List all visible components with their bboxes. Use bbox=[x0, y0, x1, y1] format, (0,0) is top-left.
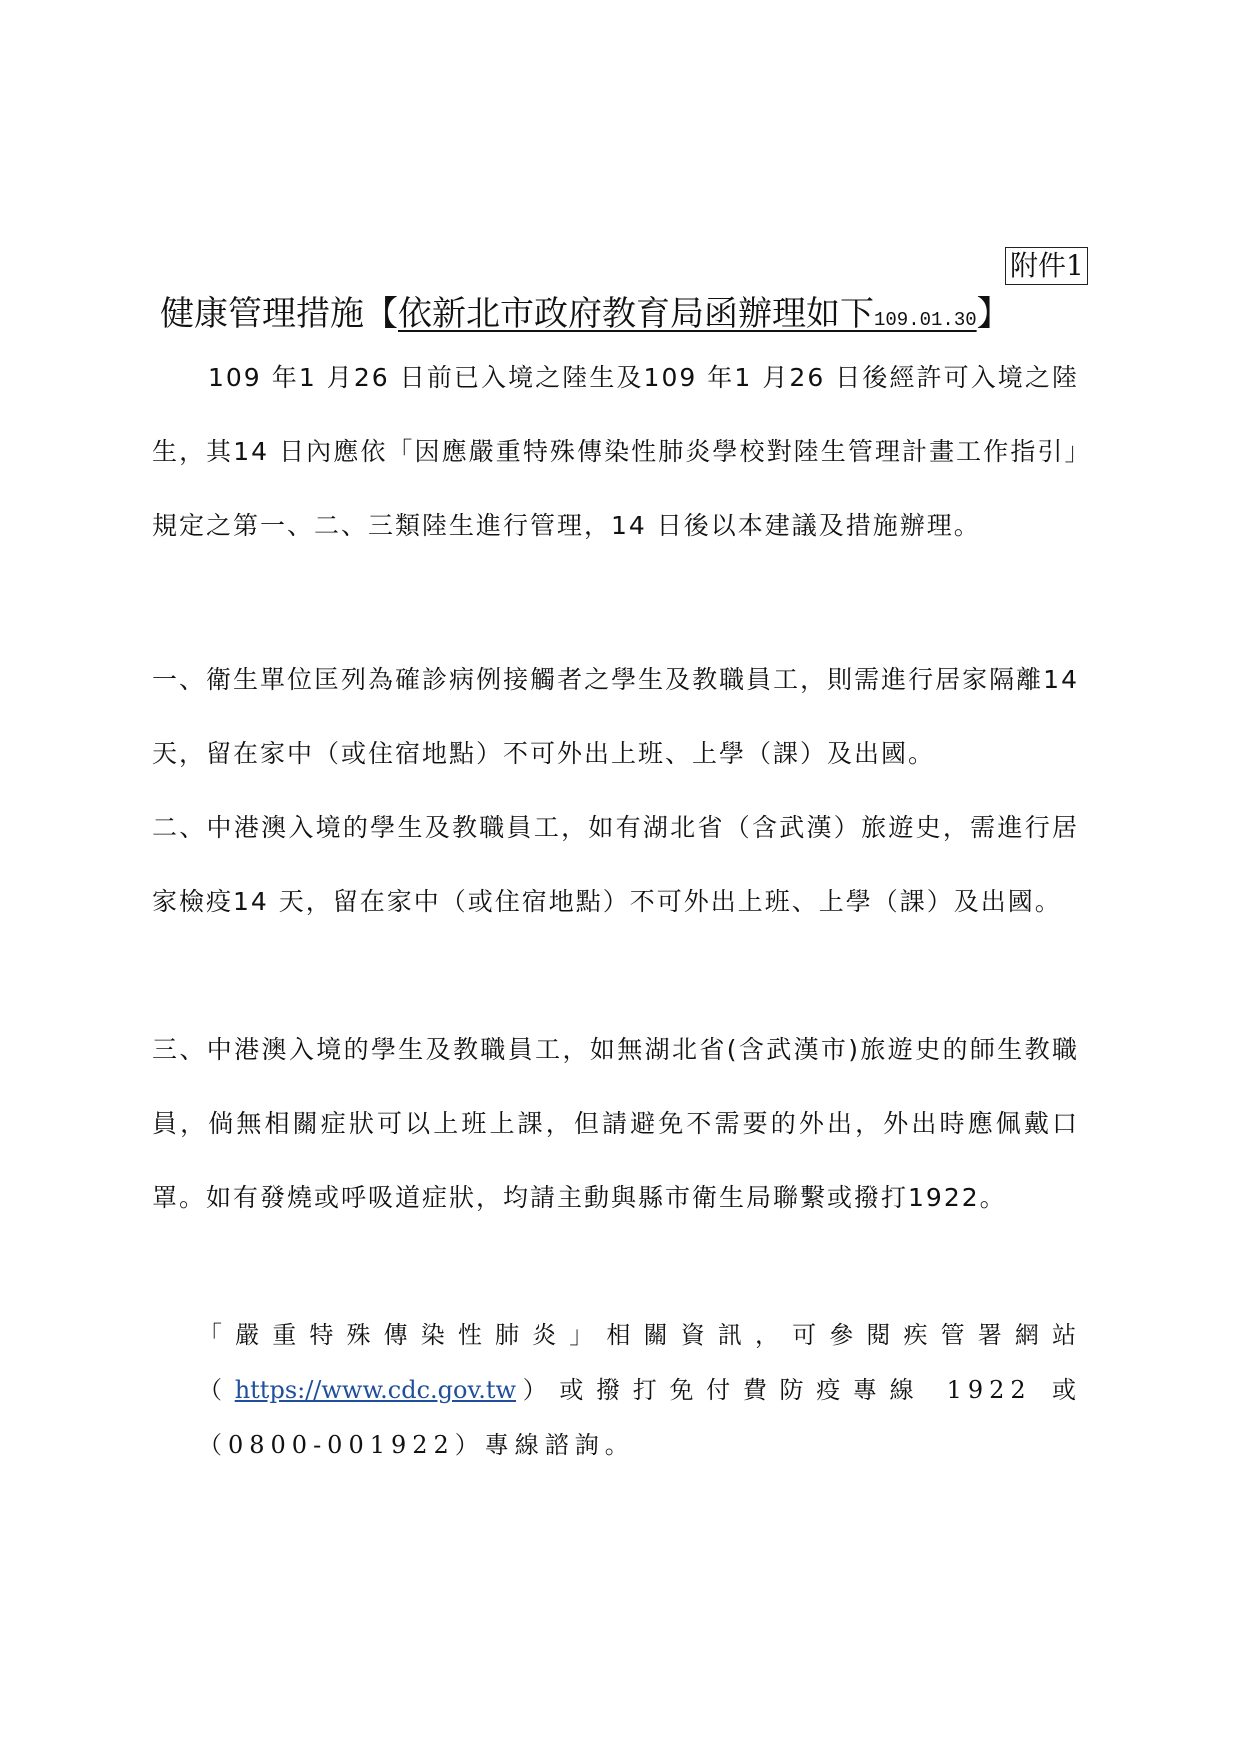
reference-note bbox=[198, 1308, 1082, 1473]
page-title bbox=[160, 290, 1011, 344]
title-text: 健康管理措施 bbox=[160, 294, 364, 334]
title-subtitle bbox=[398, 294, 977, 334]
title-date: 109.01.30 bbox=[874, 309, 977, 331]
measure-item-3: 三、中港澳入境的學生及教職員工，如無湖北省(含武漢市)旅遊史的師生教職員，倘無相關症狀可以上班上課，但請避免不需要的外出，外出時應佩戴口罩。如有發燒或呼吸道症狀，均請主動與縣市衛生局聯繫或撥打1922。 bbox=[152, 1035, 1079, 1212]
intro-paragraph: 109 年1 月26 日前已入境之陸生及109 年1 月26 日後經許可入境之陸生，其14 日內應依「因應嚴重特殊傳染性肺炎學校對陸生管理計畫工作指引」規定之第一、二、三類陸生進行管理，14 日後以本建議及措施辦理。 bbox=[152, 363, 1079, 540]
attachment-label: 附件1 bbox=[1005, 247, 1088, 285]
bracket-open: 【 bbox=[364, 294, 398, 334]
cdc-website-link[interactable]: https://www.cdc.gov.tw bbox=[234, 1376, 517, 1404]
subtitle-text: 依新北市政府教育局函辦理如下 bbox=[398, 294, 874, 334]
note-text-before: 「嚴重特殊傳染性肺炎」相關資訊，可參閱疾管署網站（ bbox=[198, 1321, 1082, 1404]
measure-item-2: 二、中港澳入境的學生及教職員工，如有湖北省（含武漢）旅遊史，需進行居家檢疫14 天，留在家中（或住宿地點）不可外出上班、上學（課）及出國。 bbox=[152, 813, 1079, 916]
note-text-after: ）或撥打免付費防疫專線 1922 或（0800-001922）專線諮詢。 bbox=[198, 1376, 1083, 1459]
bracket-close: 】 bbox=[976, 294, 1011, 334]
measure-item-1: 一、衛生單位匡列為確診病例接觸者之學生及教職員工，則需進行居家隔離14 天，留在家中（或住宿地點）不可外出上班、上學（課）及出國。 bbox=[152, 665, 1079, 768]
